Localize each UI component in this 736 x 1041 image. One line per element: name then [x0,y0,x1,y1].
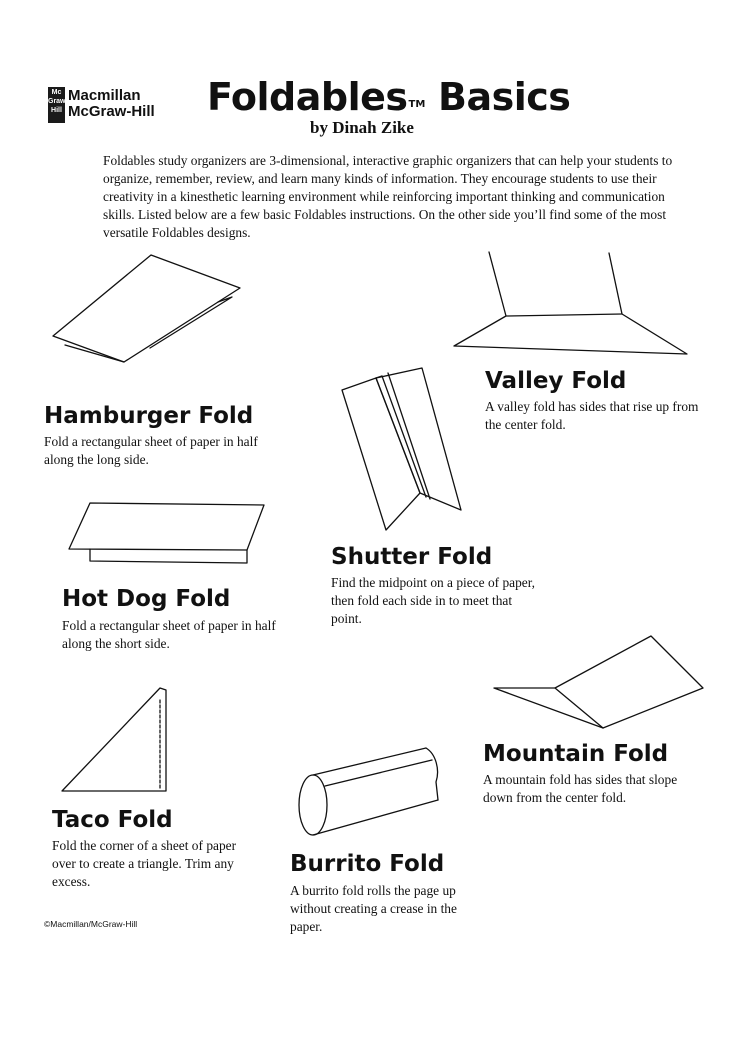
title-word: Foldables [207,75,408,119]
hotdog-fold-desc: Fold a rectangular sheet of paper in half along the short side. [62,618,276,651]
trademark-mark: TM [408,99,426,110]
copyright-footer: ©Macmillan/McGraw-Hill [44,919,138,929]
mountain-fold-desc: A mountain fold has sides that slope down from the center fold. [483,772,678,805]
valley-fold-title: Valley Fold [485,368,627,394]
shutter-fold-title: Shutter Fold [331,544,493,570]
burrito-roll-end [299,775,327,835]
hamburger-fold-desc: Fold a rectangular sheet of paper in half along the long side. [44,434,258,467]
burrito-inner-edge [325,760,432,786]
shutter-fold-desc: Find the midpoint on a piece of paper, then fold each side in to meet that point. [331,575,535,626]
mountain-fold-title: Mountain Fold [483,741,669,767]
publisher-line-2: McGraw-Hill [68,103,155,120]
burrito-fold-desc: A burrito fold rolls the page up without creating a crease in the paper. [290,883,457,934]
taco-fold-desc: Fold the corner of a sheet of paper over to create a triangle. Trim any excess. [52,838,237,889]
taco-fold-title: Taco Fold [52,807,173,833]
hamburger-fold-title: Hamburger Fold [44,403,254,429]
intro-paragraph: Foldables study organizers are 3-dimensional, interactive graphic organizers that can help your students to organize, remember, review, and learn many kinds of information. They encourage students to use their creativity in a kinesthetic learning environment while reinforcing important thinking and communication skills. Listed below are a few basic Foldables instructions. On the other side you’ll find some of the most versatile Foldables designs. [103,153,673,240]
publisher-line-1: Macmillan [68,87,141,104]
hotdog-fold-title: Hot Dog Fold [62,586,231,612]
burrito-roll-far-end [426,748,438,800]
title-suffix: Basics [438,75,571,119]
burrito-fold-title: Burrito Fold [290,851,445,877]
publisher-logo-mark: Mc Graw Hill [48,87,65,123]
byline: by Dinah Zike [310,118,414,137]
valley-fold-desc: A valley fold has sides that rise up from the center fold. [485,399,699,432]
burrito-roll-body [313,748,438,835]
